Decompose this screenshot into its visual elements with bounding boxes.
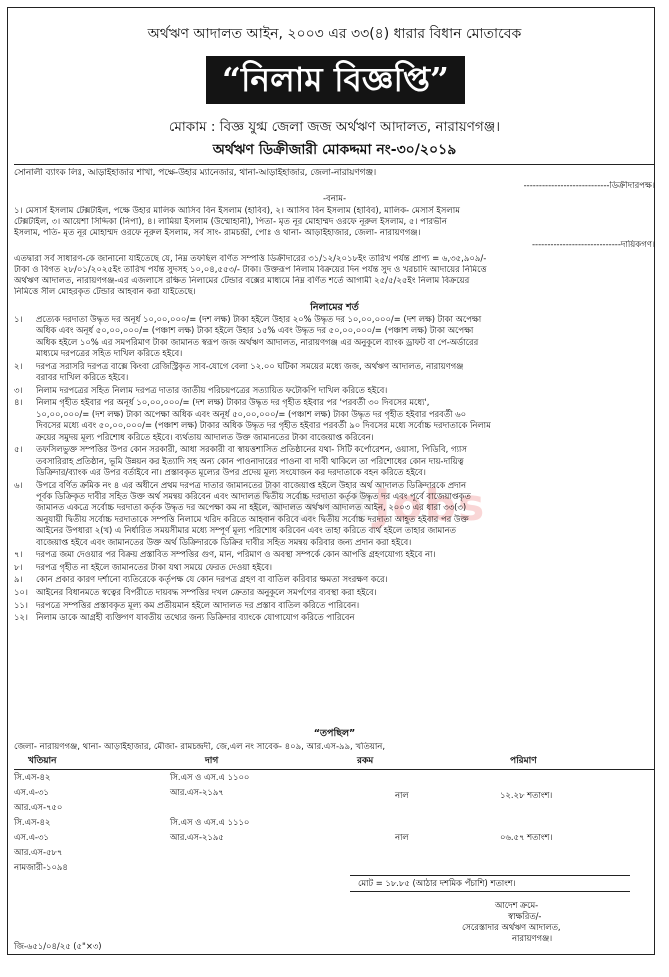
watermark-logo: GovtJobs: [250, 480, 487, 531]
notice-title: “নিলাম বিজ্ঞপ্তি”: [206, 56, 465, 104]
condition-line: দরপত্রে সম্পত্তির প্রস্তাবকৃত মূল্য কম প্রতীয়মান হইলে আদালত দর প্রস্তাব বাতিল করিতে পারিবেন।: [36, 599, 360, 610]
condition-line: তফসিলভুক্ত সম্পত্তির উপর কোন সরকারী, আধা সরকারী বা স্বায়ত্তশাসিত প্রতিষ্ঠানের যথা- সিটি কর্পোরেশন, ওয়াসা, পিডিবি, গ্যাস: [36, 444, 467, 455]
col-khatian: খতিয়ান: [28, 756, 57, 766]
col-dag: দাগ: [205, 756, 219, 766]
condition-line: নিলাম ডাকে আগ্রহী ব্যক্তিগণ যাবতীয় তথ্যের জন্য ডিক্রিদার ব্যাংকে যোগাযোগ করিতে পারিবেন: [36, 612, 355, 623]
signature-office: সেরেস্তাদার অর্থঋণ আদালত,: [462, 922, 561, 932]
condition-item: [14, 574, 655, 585]
court-line: মোকাম : বিজ্ঞ যুগ্ম জেলা জজ অর্থঋণ আদালত, নারায়ণগঞ্জ।: [168, 119, 501, 135]
intro-line-3: অর্থঋণ আদালত, নারায়ণগঞ্জ-এর এজলাসে রক্ষিত নিলামের টেন্ডার বক্সের মাধ্যমে নিম্ন বর্ণিত শর্তে আগামী ২৫/৫/২৫ইং নিলাম বিক্রয়ের: [14, 276, 470, 286]
condition-text: [36, 361, 655, 384]
condition-text: [36, 385, 655, 396]
condition-item: [14, 600, 655, 611]
plaintiff-role: ----------------------------ডিক্রীদারপক্ষ।: [523, 181, 655, 191]
case-number: অর্থঋণ ডিক্রীজারী মোকদ্দমা নং-৩০/২০১৯: [212, 142, 457, 158]
col-rakam: রকম: [357, 756, 374, 766]
condition-text: [36, 444, 655, 478]
condition-line: অধিক হইলে ১০% এর সমপরিমাণ টাকা জামানত স্বরূপ জজ অর্থঋণ আদালত, নারায়ণগঞ্জ এর অনুকূলে ব্যাংক ড্রাফট বা পে-অর্ডারের: [36, 336, 479, 347]
row1-khatian-1: সি.এস-৪২: [14, 772, 51, 782]
condition-text: [36, 480, 655, 548]
condition-number: ১০।: [14, 587, 28, 597]
condition-line: অধিক এবং অনূর্ধ ৫০,০০,০০০/= (পঞ্চাশ লক্ষ) টাকা হইলে উহার ১৫% এবং উদ্ধৃত দর ৫০,০০,০০০/= (পঞ্চাশ লক্ষ) টাকা অপেক্ষা: [36, 325, 474, 336]
condition-line: পূর্বক ডিক্রিকৃত দাবীর সহিত উক্ত অর্থ সমন্বয় করিবেন এবং আদালত দ্বিতীয় সর্বোচ্চ দরদাতা কর্তৃক উদ্ধৃত দর এবং পূর্বে বাজেয়াপ্তকৃত: [36, 491, 471, 501]
condition-number: ৪।: [14, 397, 23, 408]
row2-khatian-4: নামজারী-১০৯৪: [14, 862, 68, 872]
schedule-location: জেলা- নারায়ণগঞ্জ, থানা- আড়াইহাজার, মৌজা- রামচন্দ্রদী, জে,এল নং সাবেক- ৪০৯, আর.এস-৯৯, খতিয়ান,: [14, 742, 386, 752]
condition-line: আইনের বিধানমতে স্বত্বের বিপরীতে দায়বদ্ধ সম্পত্তির দখল ক্রেতার অনুকূলে সমর্পণের ব্যবস্থা করা হইবে।: [36, 587, 377, 597]
signature-district: নারায়ণগঞ্জ।: [512, 933, 553, 943]
defendant-role: -----------------------------দায়িকগণ।: [531, 240, 655, 250]
condition-line: জামানত একত্রে সর্বোচ্চ দরদাতা কর্তৃক উদ্ধৃত দর অপেক্ষা কম না হইলে, আদালত অর্থঋণ আদালত আইন, ২০০৩ এর ধারা ৩৩(৩): [36, 502, 467, 513]
signature-order: আদেশ ক্রমে-: [495, 900, 539, 910]
intro-line-1: এতদ্বারা সর্ব সাধারণ-কে জানানো যাইতেছে যে, নিম্ন তফছিল বর্ণিত সম্পত্তি ডিক্রীদারের ৩১/১২/২০১৮ইং তারিখ পর্যন্ত প্রাপ্য = ৬,৩৫,৯০৯/-: [14, 254, 487, 264]
condition-item: [14, 444, 655, 478]
condition-item: [14, 361, 655, 384]
divider: [14, 164, 655, 165]
intro-line-4: নিমিত্তে সীল মোহরকৃত টেন্ডার আহবান করা যাইতেছে।: [14, 287, 196, 297]
condition-line: তবসারিরাহ প্রতিষ্ঠান, ভূমি উন্নয়ন কর ইত্যাদি সহ অন্য কোন পাওনাদারের পাওনা বা দাবী থাকিলে তা পরিশোধের কোন দায়-দায়িত্ব: [36, 455, 464, 466]
schedule-total: মোট = ১৮.৮৫ (আঠার দশমিক পঁচাশি) শতাংশ।: [358, 878, 516, 888]
versus-label: -বনাম-: [322, 194, 347, 204]
condition-line: কোন প্রকার কারণ দর্শানো ব্যতিরেকে কর্তৃপক্ষ যে কোন দরপত্র গ্রহণ বা বাতিল করিবার ক্ষমতা সংরক্ষণ করে।: [36, 574, 388, 585]
row1-dag-1: সি.এস ও এস.এ ১১০০: [170, 772, 250, 782]
condition-line: দরপত্র গৃহীত না হইলে জামানতের টাকা যথা সময়ে ফেরত দেওয়া হইবে।: [36, 561, 273, 572]
row1-dag-2: আর.এস-২১৯৭: [170, 787, 224, 797]
row2-khatian-1: সি.এস-৪২: [14, 817, 51, 827]
intro-line-2: টাকা ও বিগত ২৮/০১/২০২৫ইং তারিখ পর্যন্ত সুদসহ ১০,০৪,৫৫৩/- টাকা। উক্তরূপ নিলাম বিক্রয়ের দিন পর্যন্ত সুদ ও খরচাদি আদায়ের নিমিত্তে: [14, 265, 487, 275]
condition-line: নিলাম গৃহীত হইবার পর অনূর্ধ ১০,০০,০০০/= (দশ লক্ষ) টাকার উদ্ধৃত দর গৃহীত হইবার পর 'পরবর্তী ৩০ দিবসের মধ্যে',: [36, 397, 430, 408]
condition-line: ১০,০০,০০০/= (দশ লক্ষ) টাকা অপেক্ষা অধিক এবং অনূর্ধ ৫০,০০,০০০/= (পঞ্চাশ লক্ষ) টাকা উদ্ধৃত দর গৃহীত হইবার পরবর্তী ৬০: [36, 408, 467, 419]
condition-number: ৭।: [14, 549, 23, 560]
row2-parimaan: ০৬.৫৭ শতাংশ।: [500, 832, 553, 842]
condition-number: ২।: [14, 360, 23, 371]
condition-line: বরাবর দাখিল করিতে হইবে।: [36, 372, 129, 383]
law-reference-line: অর্থঋণ আদালত আইন, ২০০৩ এর ৩৩(৪) ধারার বিধান মোতাবেক: [147, 26, 522, 42]
condition-item: [14, 480, 655, 548]
condition-number: ৩।: [14, 384, 23, 395]
condition-line: মাধ্যমে দরপত্রের সহিত দাখিল করিতে হইবে।: [36, 348, 183, 359]
condition-item: [14, 562, 655, 573]
condition-number: ৮।: [14, 561, 23, 572]
condition-number: ১২।: [14, 612, 28, 623]
condition-line: উপরে বর্ণিত ক্রমিক নং ৪ এর অধীনে প্রথম দরপত্র দাতার জামানতের টাকা বাজেয়াপ্ত হইলে উহার অর্থ আদালত ডিক্রিদারকে প্রদান: [36, 479, 466, 490]
condition-text: [36, 600, 655, 611]
condition-text: [36, 574, 655, 585]
row1-rakam: নাল: [395, 790, 409, 800]
condition-number: ৬।: [14, 479, 23, 490]
defendant-line-3: ইসলাম, পতি- মৃত নূর মোহাম্মদ ওরফে নূরুল ইসলাম, সর্ব সাং- রামচন্দ্রী, পোঃ ও থানা- আড়াইহাজার, জেলা- নারায়ণগঞ্জ।: [14, 228, 421, 238]
condition-item: [14, 612, 655, 623]
signature-signed: স্বাক্ষরিত/-: [508, 911, 542, 921]
schedule-heading: “তপছিল”: [313, 728, 356, 739]
footer-code: জি-৬৫১/০৪/২৫ (৫"×৩): [14, 941, 102, 951]
condition-line: অনুযায়ী দ্বিতীয় সর্বোচ্চ দরদাতাকে সম্পত্তি নিলামে খরিদ করিতে আহবান করিবে এবং দ্বিতীয় সর্বোচ্চ দরদাতা আহূত হইবার পর উক্ত: [36, 513, 469, 524]
condition-item: [14, 385, 655, 396]
row2-khatian-3: আর.এস-৫৮৭: [14, 847, 63, 857]
condition-item: [14, 587, 655, 598]
condition-number: ৯।: [14, 574, 23, 585]
condition-line: দরপত্র জমা দেওয়ার পর বিক্রয় প্রস্তাবিত সম্পত্তির গুণ, মান, পরিমাণ ও অবস্থা সম্পর্কে কোন আপত্তি গ্রহণযোগ্য হইবে না।: [36, 549, 436, 560]
condition-text: [36, 314, 655, 360]
condition-line: নিলাম দরপত্রের সহিত নিলাম দরপত্র দাতার জাতীয় পরিচয়পত্রের সত্যায়িত ফটোকপি দাখিল করিতে হইবে।: [36, 384, 388, 395]
row1-khatian-2: এস.এ-৩১: [14, 787, 49, 797]
condition-item: [14, 314, 655, 360]
condition-text: [36, 397, 655, 443]
condition-line: আইনের উপধারা ২(খ) এ নির্ধারিত সময়সীমার মধ্যে সম্পূর্ণ মূল্য পরিশোধ করিবেন এবং তাহা করিতে ব্যর্থ হইলে তাহার জামানত: [36, 525, 456, 536]
condition-item: [14, 397, 655, 443]
condition-line: প্রত্যেক দরদাতা উদ্ধৃত দর অনূর্ধ ১০,০০,০০০/= (দশ লক্ষ) টাকা হইলে উহার ২০% উদ্ধৃত দর ১০,০০,০০০/= (দশ লক্ষ) টাকা অপেক্ষা: [36, 314, 482, 324]
defendant-line-1: ১। মেসার্স ইসলাম টেক্সটাইল, পক্ষে উহার মালিক আসিব বিন ইসলাম (হাবিব), ২। আসিব বিন ইসলাম (হাবিব), মালিক- মেসার্স ইসলাম: [14, 206, 460, 216]
table-header-rule: [14, 769, 655, 770]
condition-number: ১।: [14, 314, 23, 324]
row1-parimaan: ১২.২৮ শতাংশ।: [500, 790, 553, 800]
col-parimaan: পরিমাণ: [510, 756, 537, 766]
condition-line: দরপত্র সরাসরি দরপত্র বাক্সে কিংবা রেজিস্ট্রিকৃত সাব-যোগে বেলা ১২.০০ ঘটিকা সময়ের মধ্যে জজ, অর্থঋণ আদালত, নারায়ণগঞ্জ: [36, 360, 464, 371]
plaintiff-line: সোনালী ব্যাংক লিঃ, আড়াইহাজার শাখা, পক্ষে-উহার ম্যানেজার, থানা-আড়াইহাজার, জেলা-নারায়ণগঞ্জ।: [14, 168, 377, 178]
row1-khatian-3: আর.এস-৭৫০: [14, 802, 63, 812]
condition-text: [36, 549, 655, 560]
condition-line: দিবসের মধ্যে এবং ৫০,০০,০০০/= (পঞ্চাশ লক্ষ) টাকার অধিক উদ্ধৃত দর গৃহীত হইবার পরবর্তী ৯০ দিবসের মধ্যে সর্বোচ্চ দরদাতাকে নিলাম: [36, 420, 491, 431]
condition-line: বাজেয়াপ্ত হইবে এবং জামানতের উক্ত অর্থ ডিক্রিদারকে ডিক্রির দাবীর সহিত সমন্বয় করিবার জন্য প্রদান করা হইবে।: [36, 536, 412, 547]
row2-rakam: নাল: [395, 832, 409, 842]
defendant-line-2: টেক্সটাইল, ৩। আয়েশা সিদ্দিকা (নিপা), ৪। লামিয়া ইসলাম (উম্মোহানী), পিতা- মৃত নূর মোহাম্মদ ওরফে নূরুল ইসলাম, ৫। পারভীন: [14, 217, 447, 227]
row2-dag-2: আর.এস-২১৯৫: [170, 832, 224, 842]
row2-khatian-2: এস.এ-৩১: [14, 832, 49, 842]
condition-number: ৫।: [14, 444, 23, 455]
condition-text: [36, 612, 655, 623]
total-rule: [350, 875, 630, 876]
condition-text: [36, 562, 655, 573]
condition-number: ১১।: [14, 599, 28, 610]
row2-dag-1: সি.এস ও এস.এ ১১১০: [170, 817, 250, 827]
conditions-heading: নিলামের শর্ত: [310, 302, 359, 313]
condition-item: [14, 549, 655, 560]
total-rule-bottom: [350, 891, 630, 892]
condition-line: ক্রয়ের সমুদয় মূল্য পরিশোধ করিতে হইবে। ব্যর্থতায় আদালত উক্ত জামানতের টাকা বাজেয়াপ্ত করিবেন।: [36, 431, 374, 442]
condition-line: ডিক্রিদার/ব্যাংক এর উপর বর্তাইবে না। প্রস্তাবকৃত মূল্যের উপর প্রদেয় মূল্য সংযোজন কর দরদাতাকে বহন করিতে হইবে।: [36, 467, 426, 477]
condition-text: [36, 587, 655, 598]
